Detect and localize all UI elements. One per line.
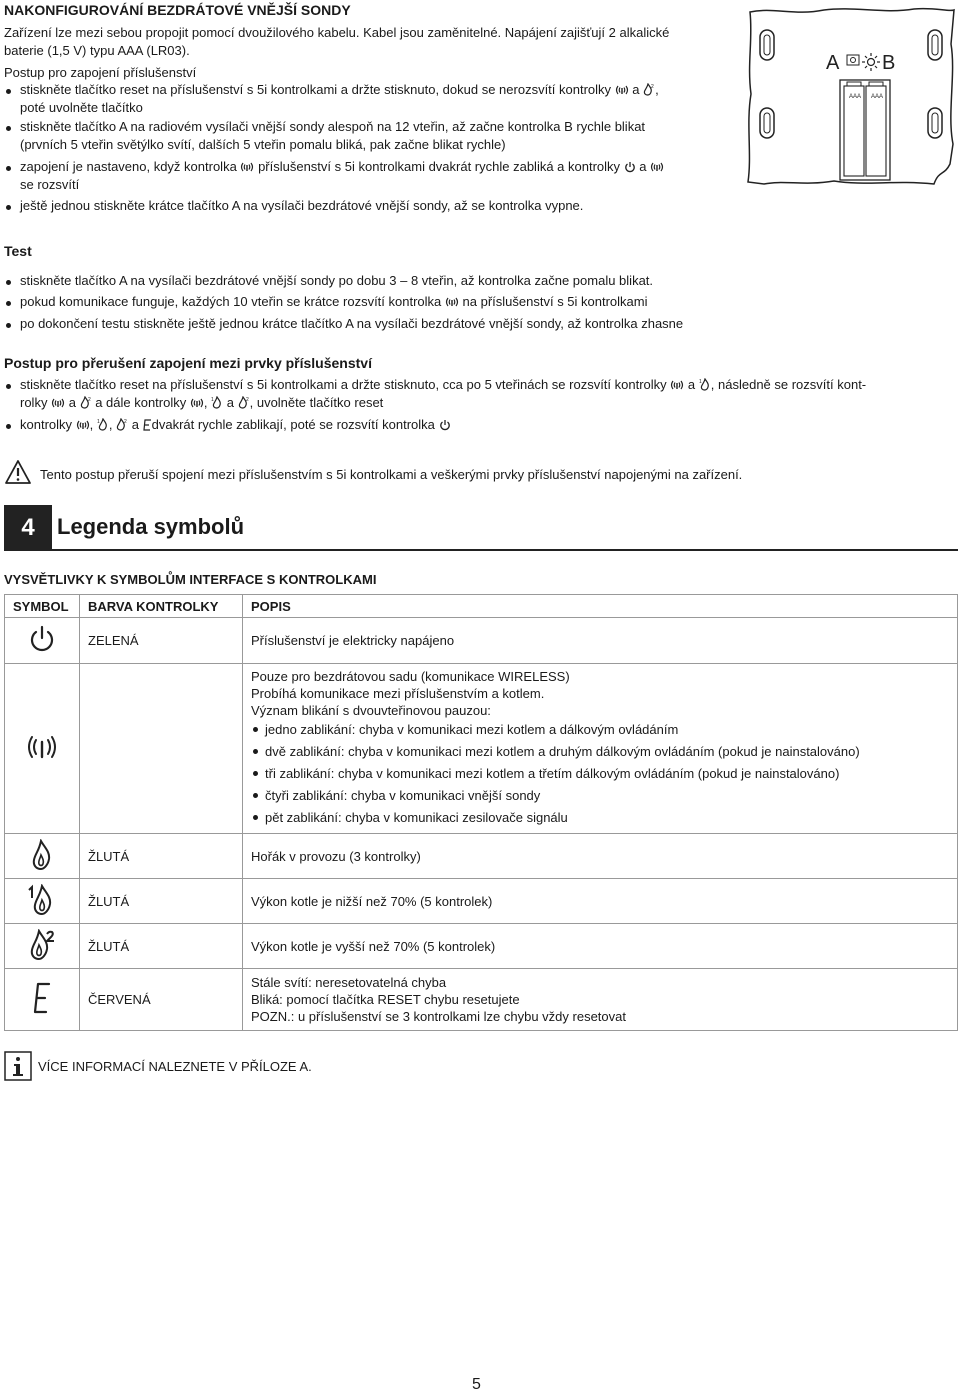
bullet (6, 205, 11, 210)
unpair-and: a (131, 417, 140, 432)
flame-2-icon (116, 418, 128, 431)
wireless-icon (670, 379, 684, 391)
wireless-icon (650, 161, 664, 173)
led-desc: Příslušenství je elektricky napájeno (243, 618, 958, 664)
bullet (6, 280, 11, 285)
svg-text:1: 1 (211, 397, 214, 403)
led-desc-line: Bliká: pomocí tlačítka RESET chybu resetujete (251, 992, 520, 1007)
unpair-comma: , (203, 395, 208, 410)
legend-heading: VYSVĚTLIVKY K SYMBOLŮM INTERFACE S KONTROLKAMI (4, 572, 377, 587)
unpair-item-1-text-d: rolky (20, 395, 48, 410)
led-desc-line: POZN.: u příslušenství se 3 kontrolkami lze chybu vždy resetovat (251, 1009, 626, 1024)
list-item: dvě zablikání: chyba v komunikaci mezi kotlem a druhým dálkovým ovládáním (pokud je nainstalováno) (251, 741, 949, 763)
unpair-and: a (687, 377, 696, 392)
power-icon (439, 419, 451, 431)
section-number: 4 (4, 505, 52, 551)
wireless-icon (51, 397, 65, 409)
unpair-item-1-text-f: a dále kontrolky (95, 395, 187, 410)
table-row (5, 879, 958, 924)
table-row (5, 834, 958, 879)
list-item: tři zablikání: chyba v komunikaci mezi kotlem a třetím dálkovým ovládáním (pokud je nainstalováno) (251, 763, 949, 785)
test-title: Test (4, 243, 32, 259)
section-divider (52, 549, 958, 551)
unpair-item-2-text-a: kontrolky (20, 417, 73, 432)
step-2 (20, 118, 740, 154)
step-1 (20, 81, 740, 117)
step-4 (20, 197, 740, 215)
wireless-probe-illustration (744, 4, 958, 188)
wireless-icon (615, 84, 629, 96)
unpair-item-1 (20, 376, 950, 412)
step-3-text-b: příslušenství s 5i kontrolkami dvakrát rychle zabliká a kontrolky (258, 159, 621, 174)
step-4-text: ještě jednou stiskněte krátce tlačítko A na vysílači bezdrátové vnější sondy, až se kontrolka vypne. (20, 198, 584, 213)
led-color: ZELENÁ (80, 618, 243, 664)
unpair-and: a (226, 395, 234, 410)
section-heading: NAKONFIGUROVÁNÍ BEZDRÁTOVÉ VNĚJŠÍ SONDY (4, 2, 351, 18)
bullet (6, 323, 11, 328)
col-header-desc: POPIS (243, 595, 958, 618)
step-3-text-a: zapojení je nastaveno, když kontrolka (20, 159, 237, 174)
flame-2-icon (238, 396, 250, 409)
test-item-2-text-a: pokud komunikace funguje, každých 10 vteřin se krátce rozsvítí kontrolka (20, 294, 442, 309)
unpair-and: a (68, 395, 76, 410)
unpair-item-2-text-e: dvakrát rychle zablikají, poté se rozsvítí kontrolka (151, 417, 435, 432)
unpair-comma: , (89, 417, 94, 432)
bullet (6, 301, 11, 306)
procedure-title: Postup pro zapojení příslušenství (4, 65, 197, 80)
led-desc-line: Stále svítí: neresetovatelná chyba (251, 975, 447, 990)
bullet (6, 89, 11, 94)
wireless-icon (445, 296, 459, 308)
step-2-text-2: (prvních 5 vteřin světýlko svítí, dalších 5 vteřin pomalu bliká, pak začne blikat rychle) (20, 137, 506, 152)
unpair-item-1-text-c: , následně se rozsvítí kont- (710, 377, 867, 392)
info-note: VÍCE INFORMACÍ NALEZNETE V PŘÍLOZE A. (38, 1059, 312, 1074)
info-icon (4, 1051, 32, 1081)
flame-1-icon (97, 418, 109, 431)
list-item: čtyři zablikání: chyba v komunikaci vnější sondy (251, 785, 949, 807)
device-label-a: A (826, 52, 840, 74)
test-item-3: po dokončení testu stiskněte ještě jednou krátce tlačítko A na vysílači bezdrátové vnější sondy, až kontrolka zhasne (20, 316, 684, 331)
unpair-comma: , (108, 417, 113, 432)
led-color: ŽLUTÁ (80, 879, 243, 924)
wireless-icon (76, 419, 90, 431)
col-header-symbol: SYMBOL (5, 595, 80, 618)
flame-2-icon (27, 929, 57, 961)
flame-1-icon (27, 884, 57, 916)
table-row (5, 664, 958, 834)
bullet (6, 166, 11, 171)
wireless-icon (25, 732, 59, 762)
led-desc: Výkon kotle je nižší než 70% (5 kontrolek) (243, 879, 958, 924)
intro-text-line2: baterie (1,5 V) typu AAA (LR03). (4, 43, 190, 58)
wireless-icon (240, 161, 254, 173)
flame-1-icon (211, 396, 223, 409)
step-3-and: a (639, 159, 647, 174)
step-1-text: stiskněte tlačítko reset na příslušenství s 5i kontrolkami a držte stisknuto, dokud se nerozsvítí kontrolky (20, 82, 612, 97)
device-label-b: B (882, 52, 896, 74)
intro-text-line1: Zařízení lze mezi sebou propojit pomocí dvoužilového kabelu. Kabel jsou zaměnitelné. Napájení zajišťují 2 alkalické (4, 25, 670, 40)
section-title: Legenda symbolů (57, 514, 245, 539)
page-number: 5 (472, 1376, 481, 1393)
test-item-1: stiskněte tlačítko A na vysílači bezdrátové vnější sondy po dobu 3 – 8 vteřin, až kontrolka začne pomalu blikat. (20, 273, 654, 288)
list-item: jedno zablikání: chyba v komunikaci mezi kotlem a dálkovým ovládáním (251, 719, 949, 741)
svg-text:2: 2 (245, 397, 249, 403)
led-color: ŽLUTÁ (80, 924, 243, 969)
svg-text:AAA: AAA (871, 94, 884, 100)
test-item-2 (20, 293, 940, 311)
led-color (80, 664, 243, 834)
blink-code-list (251, 719, 949, 829)
flame-icon (29, 839, 55, 871)
svg-text:AAA: AAA (849, 94, 862, 100)
unpair-item-2 (20, 416, 950, 434)
step-2-text: stiskněte tlačítko A na radiovém vysílači vnější sondy alespoň na 12 vteřin, až začne kontrolka B rychle blikat (20, 119, 646, 134)
svg-text:2: 2 (124, 419, 127, 425)
unpair-item-1-text-i: , uvolněte tlačítko reset (249, 395, 384, 410)
step-3-text-2: se rozsvítí (20, 177, 80, 192)
svg-text:2: 2 (651, 84, 654, 90)
flame-2-icon (643, 83, 655, 96)
list-item: pět zablikání: chyba v komunikaci zesilovače signálu (251, 807, 949, 829)
step-1-and: a (632, 82, 640, 97)
error-e-icon (31, 981, 53, 1015)
step-1-text-2: poté uvolněte tlačítko (20, 100, 143, 115)
table-row (5, 924, 958, 969)
bullet (6, 384, 11, 389)
step-3 (20, 158, 740, 194)
unpair-title: Postup pro přerušení zapojení mezi prvky příslušenství (4, 355, 372, 371)
led-desc-line: Pouze pro bezdrátovou sadu (komunikace WIRELESS) (251, 669, 570, 684)
error-e-icon (143, 419, 152, 431)
warning-icon (4, 459, 32, 485)
svg-text:1: 1 (96, 419, 100, 425)
power-icon (624, 161, 636, 173)
col-header-color: BARVA KONTROLKY (80, 595, 243, 618)
table-row (5, 969, 958, 1031)
test-item-2-text-b: na příslušenství s 5i kontrolkami (462, 294, 648, 309)
led-desc: Výkon kotle je vyšší než 70% (5 kontrolek) (243, 924, 958, 969)
led-color: ČERVENÁ (80, 969, 243, 1031)
power-icon (27, 624, 57, 654)
table-header-row (5, 595, 958, 618)
led-color: ŽLUTÁ (80, 834, 243, 879)
legend-table (4, 594, 958, 1031)
step-1-comma: , (655, 82, 659, 97)
table-row (5, 618, 958, 664)
flame-2-icon (80, 396, 92, 409)
bullet (6, 424, 11, 429)
bullet (6, 126, 11, 131)
svg-text:1: 1 (698, 379, 702, 385)
wireless-icon (190, 397, 204, 409)
led-desc: Hořák v provozu (3 kontrolky) (243, 834, 958, 879)
led-desc-line: Probíhá komunikace mezi příslušenstvím a kotlem. (251, 686, 545, 701)
led-desc-line: Význam blikání s dvouvteřinovou pauzou: (251, 703, 491, 718)
unpair-item-1-text-a: stiskněte tlačítko reset na příslušenství s 5i kontrolkami a držte stisknuto, cca po 5 vteřinách se rozsvítí kontrolky (20, 377, 667, 392)
svg-text:2: 2 (87, 397, 91, 403)
warning-text: Tento postup přeruší spojení mezi příslušenstvím s 5i kontrolkami a veškerými prvky příslušenství napojenými na zařízení. (40, 467, 743, 482)
flame-1-icon (699, 378, 711, 391)
